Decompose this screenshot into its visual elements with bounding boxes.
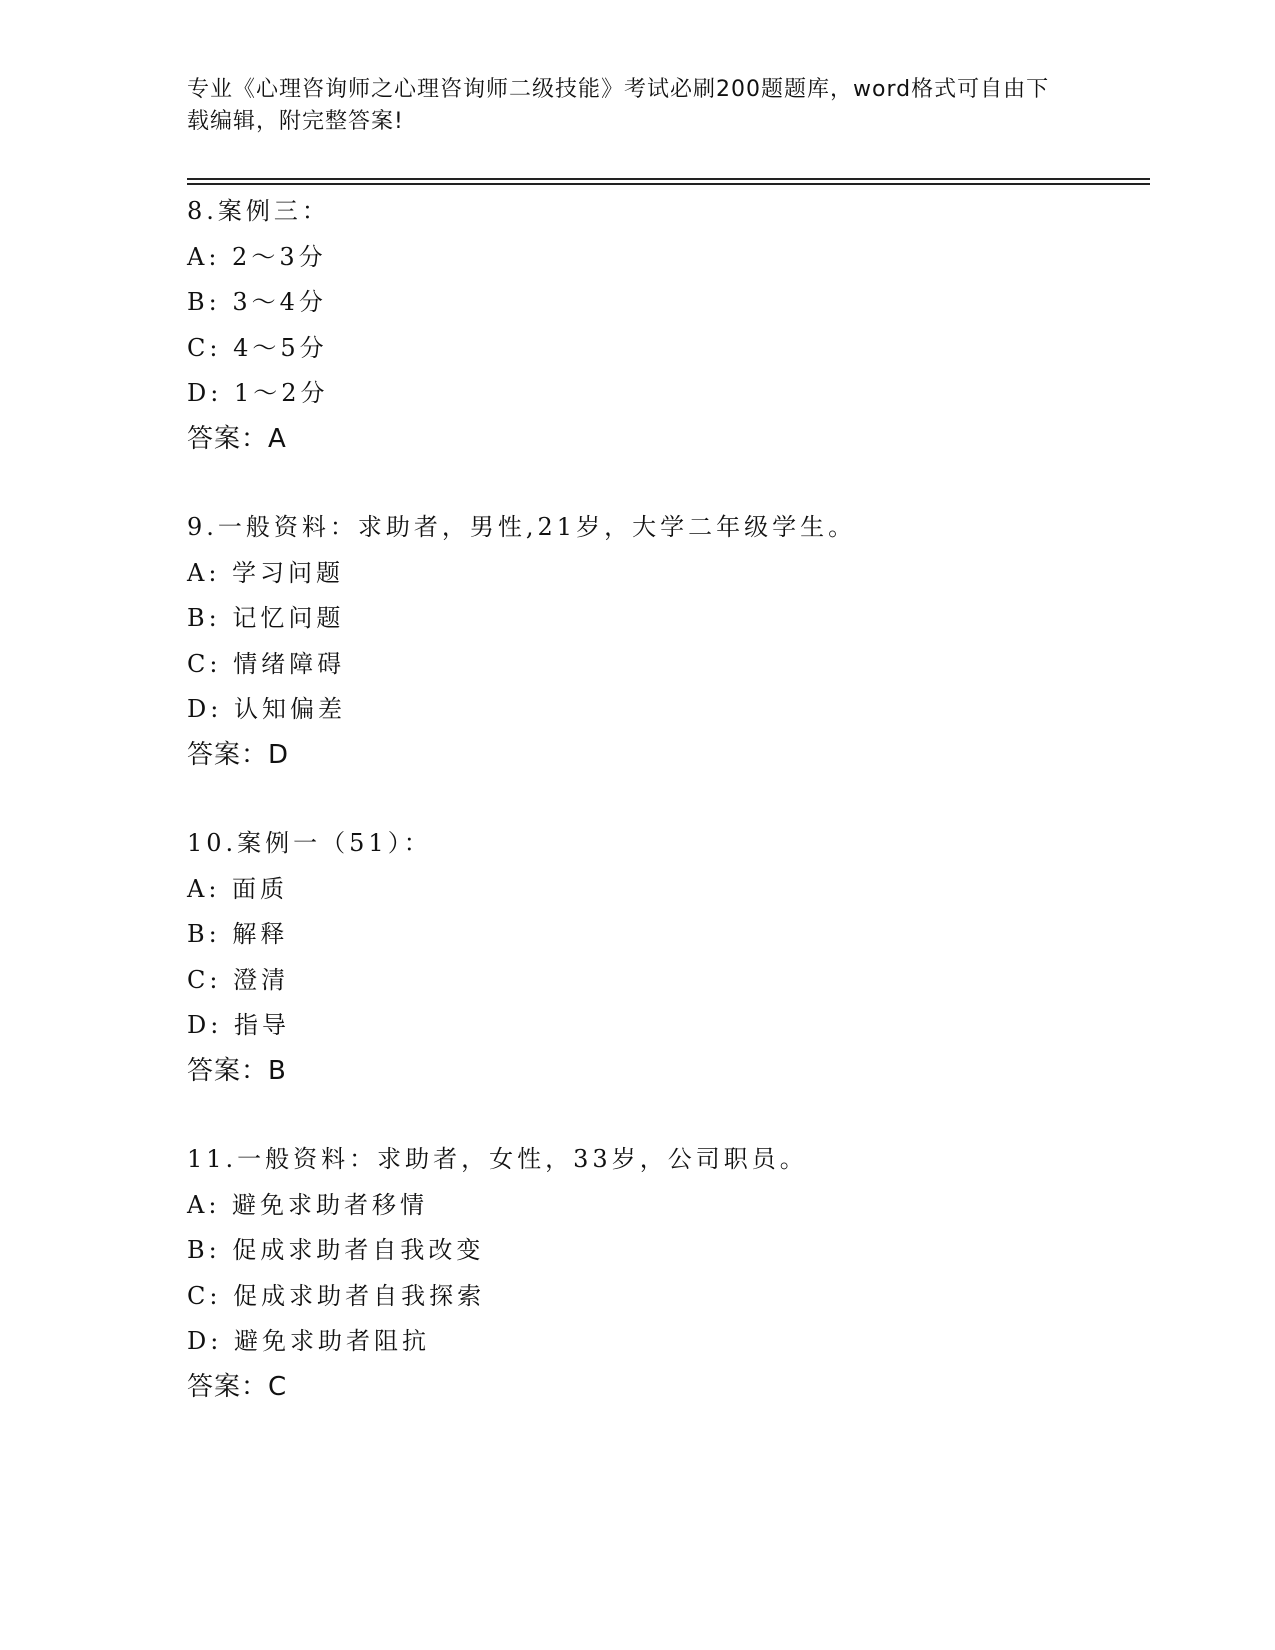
option-a: A: 2～3分 [187,242,327,271]
question-11 [187,1137,1147,1410]
document-header [187,74,1067,138]
question-stem: 8.案例三： [187,197,330,225]
header-rule-top [187,178,1150,180]
question-stem: 10.案例一（51）： [187,829,432,857]
answer-text: 答案：A [187,423,287,454]
option-c: C: 澄清 [187,965,290,994]
question-10 [187,821,1147,1094]
option-a: A: 学习问题 [187,558,345,587]
option-d: D: 避免求助者阻抗 [187,1327,430,1355]
answer-text: 答案：C [187,1371,288,1402]
question-list [187,189,1147,1453]
option-c: C: 4～5分 [187,333,328,362]
question-stem: 9.一般资料：求助者，男性,21岁，大学二年级学生。 [187,513,857,541]
option-a: A: 面质 [187,874,289,903]
option-b: B: 记忆问题 [187,604,345,632]
option-d: D: 1～2分 [187,379,329,407]
option-a: A: 避免求助者移情 [187,1190,429,1219]
option-c: C: 情绪障碍 [187,649,346,678]
answer-text: 答案：D [187,739,290,770]
option-d: D: 指导 [187,1011,290,1039]
question-9 [187,505,1147,778]
header-text: 专业《心理咨询师之心理咨询师二级技能》考试必刷200题题库，word格式可自由下载编辑，附完整答案! [187,77,1050,134]
option-b: B: 促成求助者自我改变 [187,1236,485,1264]
answer-text: 答案：B [187,1055,287,1086]
question-8 [187,189,1147,462]
question-stem: 11.一般资料：求助者，女性，33岁，公司职员。 [187,1145,808,1173]
option-d: D: 认知偏差 [187,695,346,723]
option-b: B: 解释 [187,920,289,948]
option-b: B: 3～4分 [187,288,327,316]
option-c: C: 促成求助者自我探索 [187,1281,486,1310]
header-rule-bottom [187,183,1150,185]
